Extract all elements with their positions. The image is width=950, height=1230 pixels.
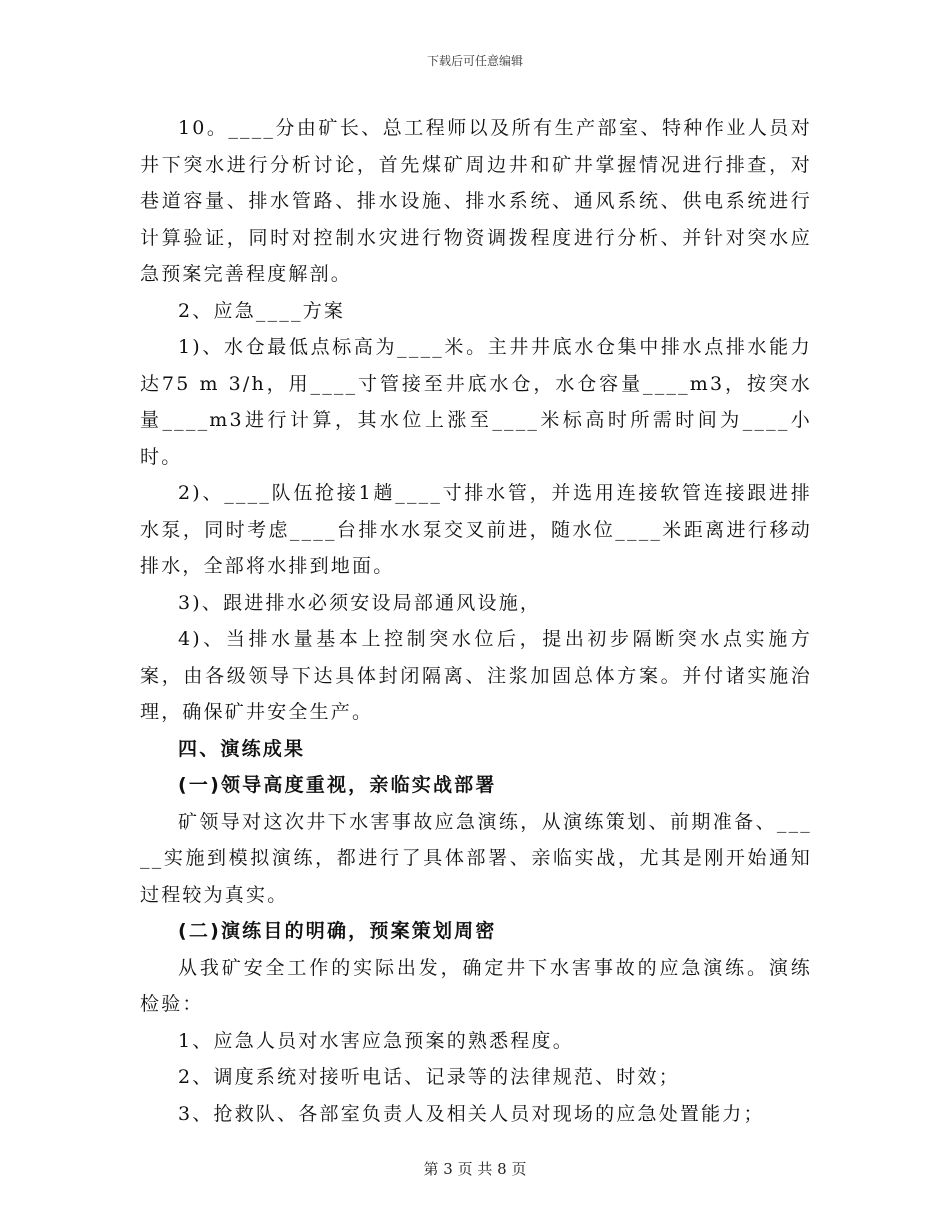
- paragraph-6: 4)、当排水量基本上控制突水位后，提出初步隔断突水点实施方案，由各级领导下达具体封闭隔离、注浆加固总体方案。并付诸实施治理，确保矿井安全生产。: [140, 628, 812, 723]
- list-item-1: 1、应急人员对水害应急预案的熟悉程度。: [178, 1029, 574, 1052]
- list-item-3: 3、抢救队、各部室负责人及相关人员对现场的应急处置能力；: [178, 1102, 765, 1125]
- subheading-leadership: (一)领导高度重视，亲临实战部署: [178, 774, 497, 796]
- paragraph-4: 2)、____队伍抢接1趟____寸排水管，并选用连接软管连接跟进排水泵，同时考虑____台排水水泵交叉前进，随水位____米距离进行移动排水，全部将水排到地面。: [140, 482, 812, 577]
- paragraph-5: 3)、跟进排水必须安设局部通风设施，: [178, 591, 542, 614]
- page-header: 下载后可任意编辑: [426, 54, 523, 68]
- paragraph-2: 2、应急____方案: [178, 299, 346, 322]
- paragraph-8: 从我矿安全工作的实际出发，确定井下水害事故的应急演练。演练检验：: [140, 956, 812, 1015]
- section-heading-results: 四、演练成果: [178, 737, 306, 760]
- paragraph-7: 矿领导对这次井下水害事故应急演练，从演练策划、前期准备、_____实施到模拟演练，都进行了具体部署、亲临实战，尤其是刚开始通知过程较为真实。: [140, 810, 812, 906]
- subheading-objectives: (二)演练目的明确，预案策划周密: [178, 920, 497, 942]
- list-item-2: 2、调度系统对接听电话、记录等的法律规范、时效；: [178, 1066, 680, 1088]
- paragraph-3: 1)、水仓最低点标高为____米。主井井底水仓集中排水点排水能力达75 m 3/h，用____寸管接至井底水仓，水仓容量____m3，按突水量____m3进行计算，其水位上涨至____米标高时所需时间为____小时。: [140, 336, 812, 468]
- document-body: [140, 110, 812, 1132]
- page-number: 第 3 页 共 8 页: [423, 1160, 527, 1178]
- paragraph-1: 10。____分由矿长、总工程师以及所有生产部室、特种作业人员对井下突水进行分析讨论，首先煤矿周边井和矿井掌握情况进行排查，对巷道容量、排水管路、排水设施、排水系统、通风系统、供电系统进行计算验证，同时对控制水灾进行物资调拨程度进行分析、并针对突水应急预案完善程度解剖。: [140, 117, 812, 285]
